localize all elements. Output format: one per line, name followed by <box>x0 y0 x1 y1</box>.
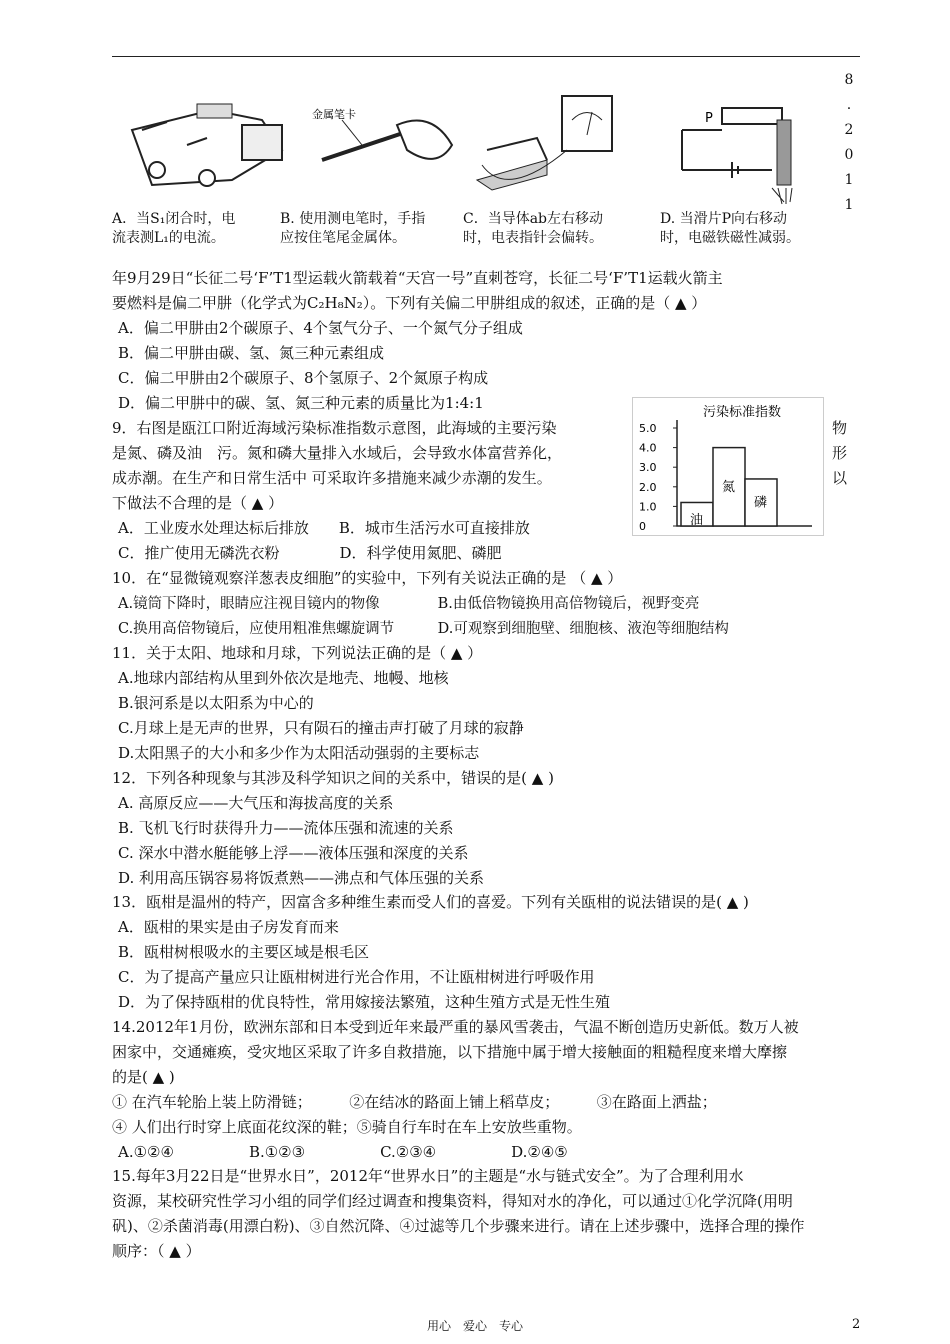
q14-items-line2: ④ 人们出行时穿上底面花纹深的鞋；⑤骑自行车时在车上安放些重物。 <box>112 1118 582 1136</box>
q13-stem: 13．瓯柑是温州的特产，因富含多种维生素而受人们的喜爱。下列有关瓯柑的说法错误的是( ▲ ) <box>112 893 749 911</box>
q12-stem-text: 12．下列各种现象与其涉及科学知识之间的关系中，错误的是( <box>112 769 527 787</box>
chart-title: 污染标准指数 <box>703 405 782 420</box>
q9-stem-line1-end: 物 <box>832 419 848 437</box>
caption-d <box>660 210 800 248</box>
vertical-char: 1 <box>844 197 854 213</box>
q8-option-b: B．偏二甲肼由碳、氢、氮三种元素组成 <box>118 344 385 362</box>
page-footer: 用心 爱心 专心 <box>426 1319 523 1333</box>
q8-option-d: D．偏二甲肼中的碳、氢、氮三种元素的质量比为1:4:1 <box>118 394 484 412</box>
vertical-char: . <box>846 97 852 113</box>
q13-option-c: C．为了提高产量应只让瓯柑树进行光合作用，不让瓯柑树进行呼吸作用 <box>118 968 595 986</box>
caption-a <box>112 210 235 248</box>
q10-options-cd: C.换用高倍物镜后，应使用粗准焦螺旋调节 D.可观察到细胞壁、细胞核、液泡等细胞结构 <box>118 621 729 637</box>
q14-stem-line1: 14.2012年1月份，欧洲东部和日本受到近年来最严重的暴风雪袭击，气温不断创造历史新低。数万人被 <box>112 1018 799 1036</box>
pen-label: 金属笔卡 <box>312 108 356 121</box>
q8-option-a: A．偏二甲肼由2个碳原子、4个氢气分子、一个氮气分子组成 <box>118 319 523 337</box>
q12-stem-end: ) <box>548 769 554 787</box>
y-tick-label: 3.0 <box>639 461 657 475</box>
caption-line: A．当S₁闭合时，电 <box>112 211 236 227</box>
pollution-index-chart <box>632 397 824 536</box>
q14-items-line1: ① 在汽车轮胎上装上防滑链； ②在结冰的路面上铺上稻草皮； ③在路面上洒盐； <box>112 1093 717 1111</box>
q15-stem-line3: 矾)、②杀菌消毒(用漂白粉)、③自然沉降、④过滤等几个步骤来进行。请在上述步骤中，选择合理的操作 <box>112 1217 805 1235</box>
bar-label: 油 <box>690 513 704 529</box>
caption-line: 应按住笔尾金属体。 <box>280 230 406 246</box>
q8-stem-line2: 要燃料是偏二甲肼（化学式为C₂H₈N₂）。下列有关偏二甲肼组成的叙述，正确的是（ ▲ ） <box>112 294 707 312</box>
electromagnet-figure-d <box>672 90 842 208</box>
y-tick-label: 4.0 <box>639 441 657 455</box>
test-pen-figure-b <box>302 90 462 208</box>
q15-stem-line4: 顺序：（ ▲ ） <box>112 1242 201 1260</box>
bar-label: 氮 <box>722 479 736 495</box>
q11-option-c: C.月球上是无声的世界，只有陨石的撞击声打破了月球的寂静 <box>118 719 524 737</box>
q11-stem: 11．关于太阳、地球和月球，下列说法正确的是（ ▲ ） <box>112 644 483 662</box>
q11-option-b: B.银河系是以太阳系为中心的 <box>118 694 314 712</box>
q9-options-cd: C．推广使用无磷洗衣粉 D．科学使用氮肥、磷肥 <box>118 544 502 562</box>
q9-stem-line3-end: 以 <box>832 469 848 487</box>
chart-svg <box>633 398 823 535</box>
q9-stem-line4: 下做法不合理的是（ ▲ ） <box>112 494 284 512</box>
q12-answer-marker: ▲ <box>531 769 544 787</box>
slider-label: P <box>705 111 713 126</box>
induction-figure-c <box>467 90 637 208</box>
q9-stem-line1: 9．右图是瓯江口附近海域污染标准指数示意图，此海域的主要污染 <box>112 419 557 437</box>
vertical-char: 1 <box>844 172 854 188</box>
vertical-char: 2 <box>844 122 854 138</box>
q14-choices: A.①②④ B.①②③ C.②③④ D.②④⑤ <box>118 1143 568 1161</box>
q8-option-c: C．偏二甲肼由2个碳原子、8个氢原子、2个氮原子构成 <box>118 369 489 387</box>
q11-option-d: D.太阳黑子的大小和多少作为太阳活动强弱的主要标志 <box>118 744 480 762</box>
y-tick-label: 2.0 <box>639 480 657 494</box>
header-rule <box>112 56 860 57</box>
q8-stem-line1: 年9月29日“长征二号‘F’T1型运载火箭载着“天宫一号”直刺苍穹，长征二号‘F’T1运载火箭主 <box>112 269 723 287</box>
q12-option-a: A. 高原反应——大气压和海拔高度的关系 <box>118 794 394 812</box>
y-tick-label: 1.0 <box>639 500 657 514</box>
q10-options-ab: A.镜筒下降时，眼睛应注视目镜内的物像 B.由低倍物镜换用高倍物镜后，视野变亮 <box>118 596 700 612</box>
figure-row <box>112 90 852 210</box>
q15-stem-line1: 15.每年3月22日是“世界水日”，2012年“世界水日”的主题是“水与链式安全”。为了合理利用水 <box>112 1167 744 1185</box>
vertical-char: 0 <box>844 147 854 163</box>
vertical-char: 8 <box>844 72 854 88</box>
q10-stem: 10．在“显微镜观察洋葱表皮细胞”的实验中，下列有关说法正确的是 （ ▲ ） <box>112 569 623 587</box>
q9-stem-line2: 是氮、磷及油 污。氮和磷大量排入水域后，会导致水体富营养化， <box>112 444 563 462</box>
y-tick-label: 5.0 <box>639 422 657 435</box>
y-tick-label: 0 <box>639 520 646 533</box>
q9-options-ab: A．工业废水处理达标后排放 B．城市生活污水可直接排放 <box>118 519 530 537</box>
q14-stem-line3: 的是( ▲ ) <box>112 1068 175 1086</box>
caption-line: 时，电表指针会偏转。 <box>463 230 603 246</box>
caption-line: C．当导体ab左右移动 <box>463 211 604 227</box>
q13-option-b: B．瓯柑树根吸水的主要区域是根毛区 <box>118 943 370 961</box>
q12-stem <box>112 767 554 788</box>
q9-stem-line2-end: 形 <box>832 444 848 462</box>
q11-option-a: A.地球内部结构从里到外依次是地壳、地幔、地核 <box>118 669 449 687</box>
caption-line: 流表测L₁的电流。 <box>112 230 225 246</box>
caption-b <box>280 210 425 248</box>
page-number: 2 <box>852 1317 861 1332</box>
caption-c <box>463 210 603 248</box>
q12-option-d: D. 利用高压锅容易将饭煮熟——沸点和气体压强的关系 <box>118 869 485 887</box>
q14-stem-line2: 困家中，交通瘫痪，受灾地区采取了许多自救措施，以下措施中属于增大接触面的粗糙程度来增大摩擦 <box>112 1043 788 1061</box>
q12-option-b: B. 飞机飞行时获得升力——流体压强和流速的关系 <box>118 819 454 837</box>
q13-option-a: A．瓯柑的果实是由子房发育而来 <box>118 918 339 936</box>
q12-option-c: C. 深水中潜水艇能够上浮——液体压强和深度的关系 <box>118 844 469 862</box>
q13-option-d: D．为了保持瓯柑的优良特性，常用嫁接法繁殖，这种生殖方式是无性生殖 <box>118 993 611 1011</box>
caption-line: 时，电磁铁磁性减弱。 <box>660 230 800 246</box>
circuit-figure-a <box>112 90 292 208</box>
q15-stem-line2: 资源，某校研究性学习小组的同学们经过调查和搜集资料，得知对水的净化，可以通过①化学沉降(用明 <box>112 1192 793 1210</box>
q9-stem-line3: 成赤潮。在生产和日常生活中 可采取许多措施来减少赤潮的发生。 <box>112 469 552 487</box>
caption-line: B. 使用测电笔时，手指 <box>280 211 426 227</box>
bar-label: 磷 <box>754 495 768 511</box>
caption-line: D. 当滑片P向右移动 <box>660 211 788 227</box>
